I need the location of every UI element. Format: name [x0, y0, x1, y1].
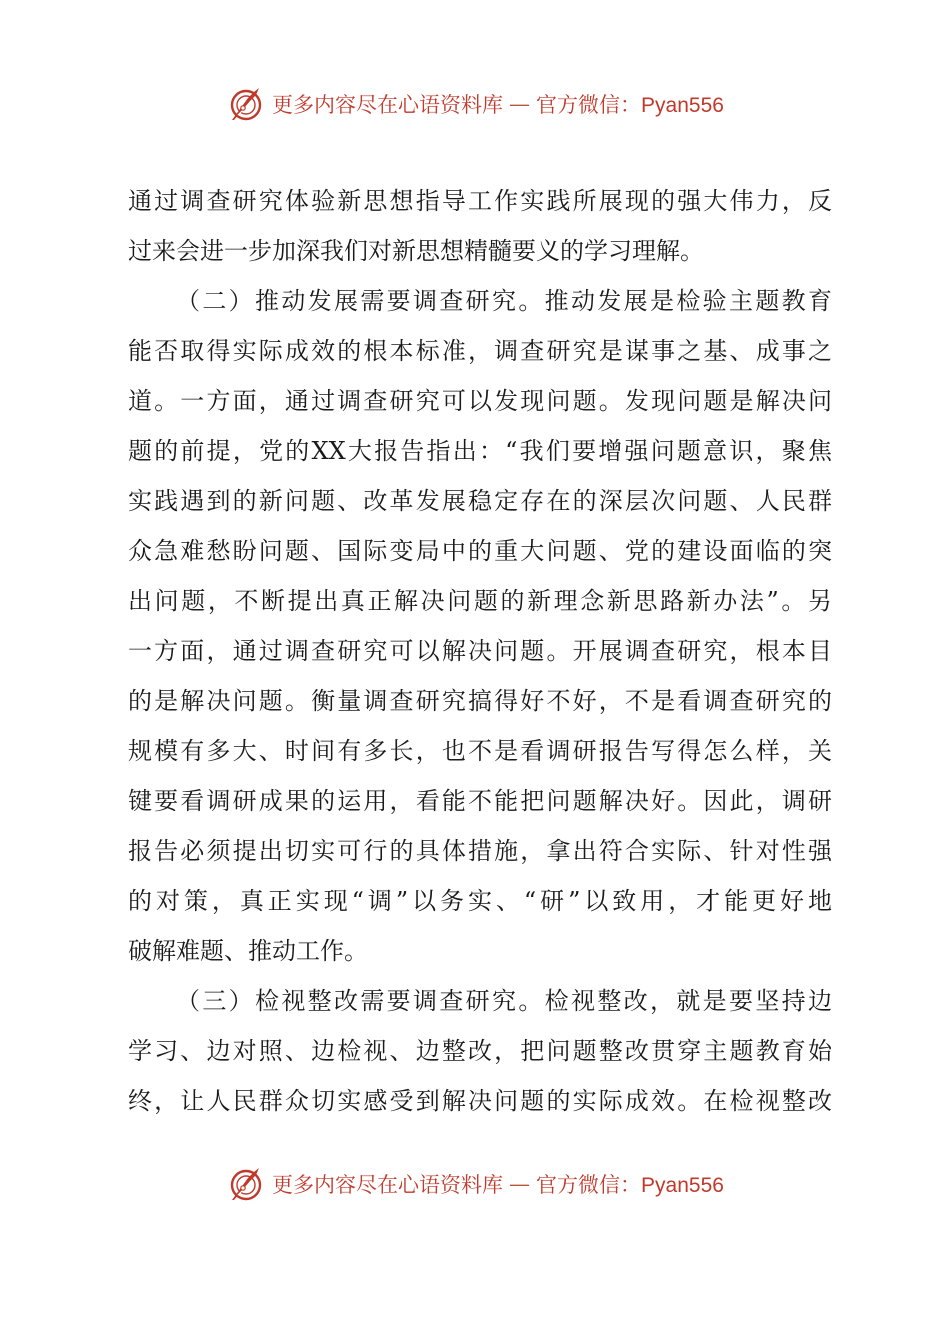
- banner-title: 更多内容尽在心语资料库: [272, 93, 504, 117]
- banner-title: 更多内容尽在心语资料库: [272, 1173, 504, 1197]
- pen-logo-icon: [226, 84, 266, 124]
- body-line: 键要看调研成果的运用，看能不能把问题解决好。因此，调研: [128, 787, 832, 815]
- banner-wechat: 官方微信：Pyan556: [536, 1174, 724, 1197]
- body-line: 过来会进一步加深我们对新思想精髓要义的学习理解。: [128, 237, 704, 265]
- body-line: 实践遇到的新问题、改革发展稳定存在的深层次问题、人民群: [128, 487, 832, 515]
- header-banner: [0, 82, 950, 126]
- pen-logo-icon: [226, 1164, 266, 1204]
- body-line: 一方面，通过调查研究可以解决问题。开展调查研究，根本目: [128, 637, 832, 665]
- footer-banner: [0, 1162, 950, 1206]
- document-body: [128, 176, 832, 1126]
- body-line: 终，让人民群众切实感受到解决问题的实际成效。在检视整改: [128, 1087, 832, 1115]
- body-line: 规模有多大、时间有多长，也不是看调研报告写得怎么样，关: [128, 737, 832, 765]
- body-line: 道。一方面，通过调查研究可以发现问题。发现问题是解决问: [128, 387, 832, 415]
- body-line: 的对策，真正实现“调”以务实、“研”以致用，才能更好地: [128, 887, 832, 915]
- body-line: 出问题，不断提出真正解决问题的新理念新思路新办法”。另: [128, 587, 832, 615]
- body-line: 通过调查研究体验新思想指导工作实践所展现的强大伟力，反: [128, 187, 832, 215]
- body-line: 报告必须提出切实可行的具体措施，拿出符合实际、针对性强: [128, 837, 832, 865]
- body-line: （三）检视整改需要调查研究。检视整改，就是要坚持边: [176, 987, 832, 1015]
- body-line: 破解难题、推动工作。: [128, 937, 368, 965]
- banner-separator: —: [509, 92, 531, 116]
- body-line: 的是解决问题。衡量调查研究搞得好不好，不是看调查研究的: [128, 687, 832, 715]
- banner-separator: —: [509, 1172, 531, 1196]
- body-line: （二）推动发展需要调查研究。推动发展是检验主题教育: [176, 287, 832, 315]
- body-line: 众急难愁盼问题、国际变局中的重大问题、党的建设面临的突: [128, 537, 832, 565]
- banner-wechat: 官方微信：Pyan556: [536, 94, 724, 117]
- body-line: 能否取得实际成效的根本标准，调查研究是谋事之基、成事之: [128, 337, 832, 365]
- body-line: 学习、边对照、边检视、边整改，把问题整改贯穿主题教育始: [128, 1037, 832, 1065]
- body-line: 题的前提，党的XX大报告指出：“我们要增强问题意识，聚焦: [128, 437, 832, 465]
